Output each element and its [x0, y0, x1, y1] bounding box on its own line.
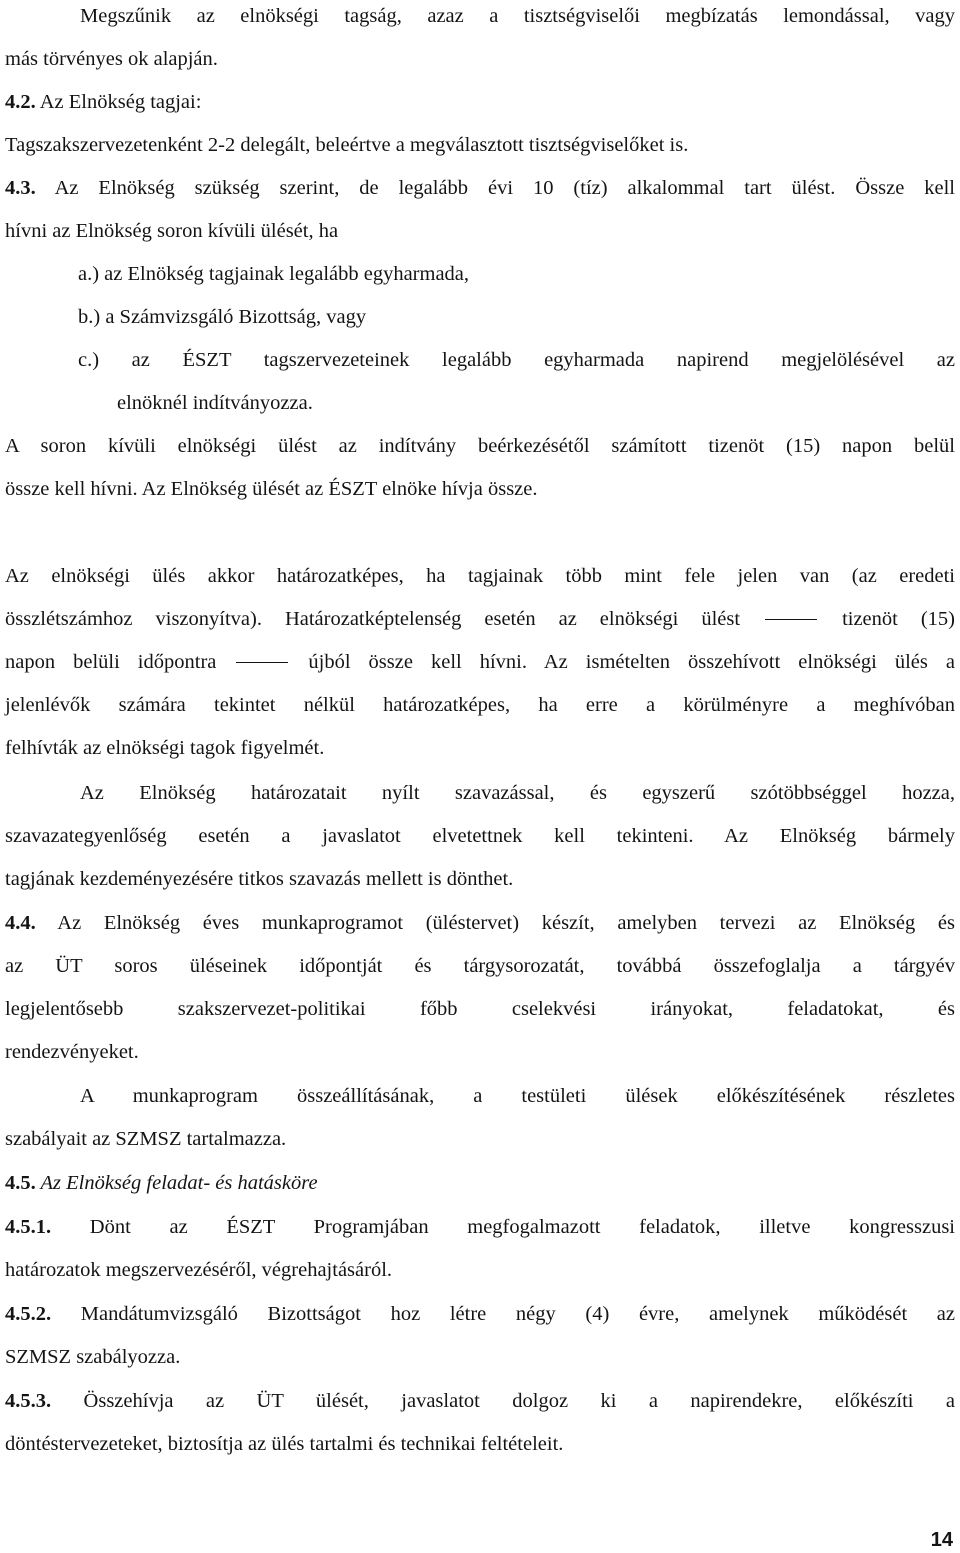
line-text: Megszűnik az elnökségi tagság, azaz a tisztségviselői megbízatás lemondással, vagy — [80, 5, 955, 27]
line-text: napon belüli időpontra — [5, 651, 217, 673]
line-text: A soron kívüli elnökségi ülést az indítvány beérkezésétől számított tizenöt (15) napon belül — [5, 435, 955, 457]
section-heading-4-2 — [5, 90, 201, 114]
paragraph-line — [80, 4, 955, 28]
paragraph-line: össze kell hívni. Az Elnökség ülését az ÉSZT elnöke hívja össze. — [5, 478, 538, 500]
section-title: Az Elnökség tagjai: — [35, 91, 202, 113]
section-number: 4.3. — [5, 177, 36, 199]
line-text: Az Elnökség határozatait nyílt szavazással, és egyszerű szótöbbséggel hozza, — [80, 782, 955, 804]
section-number: 4.5. — [5, 1172, 36, 1194]
section-number: 4.5.3. — [5, 1390, 52, 1412]
section-title: Az Elnökség feladat- és hatásköre — [35, 1172, 318, 1194]
line-text: A munkaprogram összeállításának, a testületi ülések előkészítésének részletes — [80, 1085, 955, 1107]
paragraph-line — [5, 607, 955, 631]
paragraph-line: Tagszakszervezetenként 2-2 delegált, beleértve a megválasztott tisztségviselőket is. — [5, 134, 689, 156]
paragraph-line: tagjának kezdeményezésére titkos szavazás mellett is dönthet. — [5, 868, 514, 890]
paragraph-line: SZMSZ szabályozza. — [5, 1346, 181, 1368]
section-heading-4-3 — [5, 176, 955, 200]
paragraph-line — [5, 997, 955, 1021]
paragraph-line: döntéstervezeteket, biztosítja az ülés tartalmi és technikai feltételeit. — [5, 1433, 564, 1455]
page-number: 14 — [930, 1529, 953, 1551]
section-heading-4-5-3 — [5, 1389, 955, 1413]
section-heading-4-5 — [5, 1171, 318, 1195]
section-number: 4.2. — [5, 91, 36, 113]
paragraph-line — [5, 693, 955, 717]
paragraph-line: más törvényes ok alapján. — [5, 48, 218, 70]
section-text: Mandátumvizsgáló Bizottságot hoz létre négy (4) évre, amelynek működését az — [51, 1303, 955, 1325]
em-dash-rule — [765, 619, 817, 620]
paragraph-line — [5, 564, 955, 588]
list-item-a: a.) az Elnökség tagjainak legalább egyharmada, — [78, 263, 470, 285]
section-number: 4.5.1. — [5, 1216, 52, 1238]
section-heading-4-4 — [5, 911, 955, 935]
list-item-b: b.) a Számvizsgáló Bizottság, vagy — [78, 306, 367, 328]
section-text: Az Elnökség éves munkaprogramot (üléstervet) készít, amelyben tervezi az Elnökség és — [35, 912, 955, 934]
paragraph-line — [5, 650, 955, 674]
paragraph-line: szabályait az SZMSZ tartalmazza. — [5, 1128, 287, 1150]
section-number: 4.5.2. — [5, 1303, 52, 1325]
paragraph-line — [80, 1084, 955, 1108]
line-text: legjelentősebb szakszervezet-politikai főbb cselekvési irányokat, feladatokat, és — [5, 998, 955, 1020]
paragraph-line — [5, 824, 955, 848]
section-heading-4-5-2 — [5, 1302, 955, 1326]
section-text: Az Elnökség szükség szerint, de legalább évi 10 (tíz) alkalommal tart ülést. Össze kell — [35, 177, 955, 199]
paragraph-line — [5, 954, 955, 978]
section-text: Összehívja az ÜT ülését, javaslatot dolgoz ki a napirendekre, előkészíti a — [51, 1390, 955, 1412]
paragraph-line — [80, 781, 955, 805]
line-text: Az elnökségi ülés akkor határozatképes, ha tagjainak több mint fele jelen van (az eredeti — [5, 565, 955, 587]
line-text: tizenöt (15) — [842, 608, 955, 630]
list-item-c-continuation: elnöknél indítványozza. — [117, 392, 313, 414]
line-text: összlétszámhoz viszonyítva). Határozatképtelenség esetén az elnökségi ülést — [5, 608, 741, 630]
section-text: Dönt az ÉSZT Programjában megfogalmazott feladatok, illetve kongresszusi — [51, 1216, 955, 1238]
em-dash-rule — [236, 662, 288, 663]
paragraph-line: hívni az Elnökség soron kívüli ülését, ha — [5, 220, 339, 242]
line-text: az ÜT soros üléseinek időpontját és tárgysorozatát, továbbá összefoglalja a tárgyév — [5, 955, 955, 977]
paragraph-line — [5, 434, 955, 458]
paragraph-line: rendezvényeket. — [5, 1041, 139, 1063]
paragraph-line: határozatok megszervezéséről, végrehajtásáról. — [5, 1259, 393, 1281]
line-text: c.) az ÉSZT tagszervezeteinek legalább egyharmada napirend megjelölésével az — [78, 349, 955, 371]
section-heading-4-5-1 — [5, 1215, 955, 1239]
paragraph-line: felhívták az elnökségi tagok figyelmét. — [5, 737, 325, 759]
list-item-c — [78, 348, 955, 372]
line-text: újból össze kell hívni. Az ismételten összehívott elnökségi ülés a — [308, 651, 955, 673]
section-number: 4.4. — [5, 912, 36, 934]
line-text: jelenlévők számára tekintet nélkül határozatképes, ha erre a körülményre a meghívóban — [5, 694, 955, 716]
line-text: szavazategyenlőség esetén a javaslatot elvetettnek kell tekinteni. Az Elnökség bármely — [5, 825, 955, 847]
